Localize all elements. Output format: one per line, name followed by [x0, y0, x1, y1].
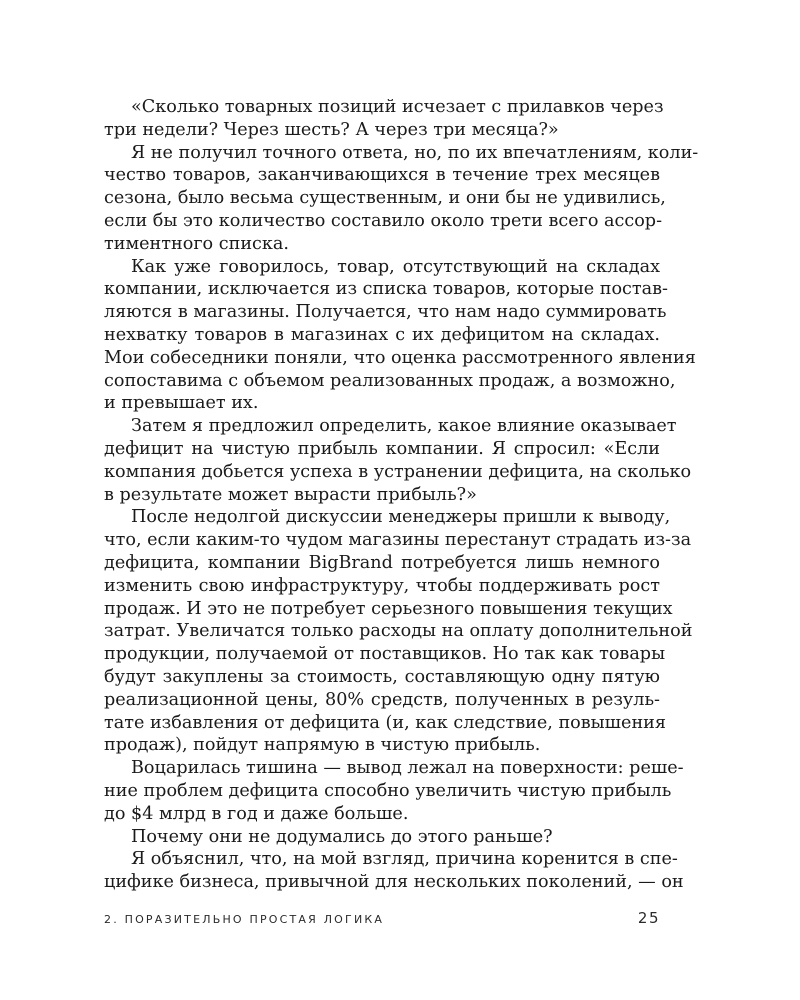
text-line: до $4 млрд в год и даже больше.: [104, 803, 409, 824]
text-line: дефицита, компании BigBrand потребуется лишь немного: [104, 552, 660, 573]
text-line: Воцарилась тишина — вывод лежал на поверхности: реше-: [131, 758, 684, 779]
text-line: цифике бизнеса, привычной для нескольких поколений, — он: [104, 872, 684, 893]
text-line: Затем я предложил определить, какое влияние оказывает: [131, 416, 677, 437]
body-text: [104, 96, 699, 894]
text-line: ляются в магазины. Получается, что нам надо суммировать: [104, 302, 667, 323]
text-line: Как уже говорилось, товар, отсутствующий на складах: [131, 256, 660, 277]
text-line: тате избавления от дефицита (и, как следствие, повышения: [104, 712, 667, 733]
text-line: если бы это количество составило около трети всего ассор-: [104, 210, 663, 231]
text-line: компании, исключается из списка товаров, которые постав-: [104, 279, 668, 300]
text-line: компания добьется успеха в устранении дефицита, на сколько: [104, 461, 692, 482]
text-line: Мои собеседники поняли, что оценка рассмотренного явления: [104, 347, 696, 368]
text-line: изменить свою инфраструктуру, чтобы поддерживать рост: [104, 575, 660, 596]
text-line: что, если каким-то чудом магазины перестанут страдать из-за: [104, 530, 692, 551]
text-line: чество товаров, заканчивающихся в течение трех месяцев: [104, 165, 660, 186]
text-line: в результате может вырасти прибыль?»: [104, 484, 477, 505]
text-line: продаж. И это не потребует серьезного повышения текущих: [104, 598, 673, 619]
text-line: сезона, было весьма существенным, и они бы не удивились,: [104, 188, 666, 209]
text-line: Я не получил точного ответа, но, по их впечатлениям, коли-: [131, 142, 699, 163]
running-head: 2. ПОРАЗИТЕЛЬНО ПРОСТАЯ ЛОГИКА: [104, 913, 385, 926]
text-line: Почему они не додумались до этого раньше?: [131, 826, 553, 847]
text-line: тиментного списка.: [104, 233, 289, 254]
text-line: После недолгой дискуссии менеджеры пришли к выводу,: [131, 507, 671, 528]
text-line: нехватку товаров в магазинах с их дефицитом на складах.: [104, 324, 660, 345]
text-line: затрат. Увеличатся только расходы на оплату дополнительной: [104, 621, 693, 642]
text-line: продаж), пойдут напрямую в чистую прибыль.: [104, 735, 541, 756]
text-line: реализационной цены, 80% средств, полученных в резуль-: [104, 689, 660, 710]
text-line: и превышает их.: [104, 393, 259, 414]
text-line: три недели? Через шесть? А через три месяца?»: [104, 119, 559, 140]
text-line: ние проблем дефицита способно увеличить чистую прибыль: [104, 780, 672, 801]
text-line: Я объяснил, что, на мой взгляд, причина коренится в спе-: [131, 849, 678, 870]
text-line: сопоставима с объемом реализованных продаж, а возможно,: [104, 370, 676, 391]
text-line: «Сколько товарных позиций исчезает с прилавков через: [131, 97, 664, 117]
text-line: продукции, получаемой от поставщиков. Но так как товары: [104, 644, 666, 665]
text-line: будут закуплены за стоимость, составляющую одну пятую: [104, 666, 660, 687]
text-line: дефицит на чистую прибыль компании. Я спросил: «Если: [104, 438, 660, 459]
page-number: 25: [637, 909, 660, 927]
